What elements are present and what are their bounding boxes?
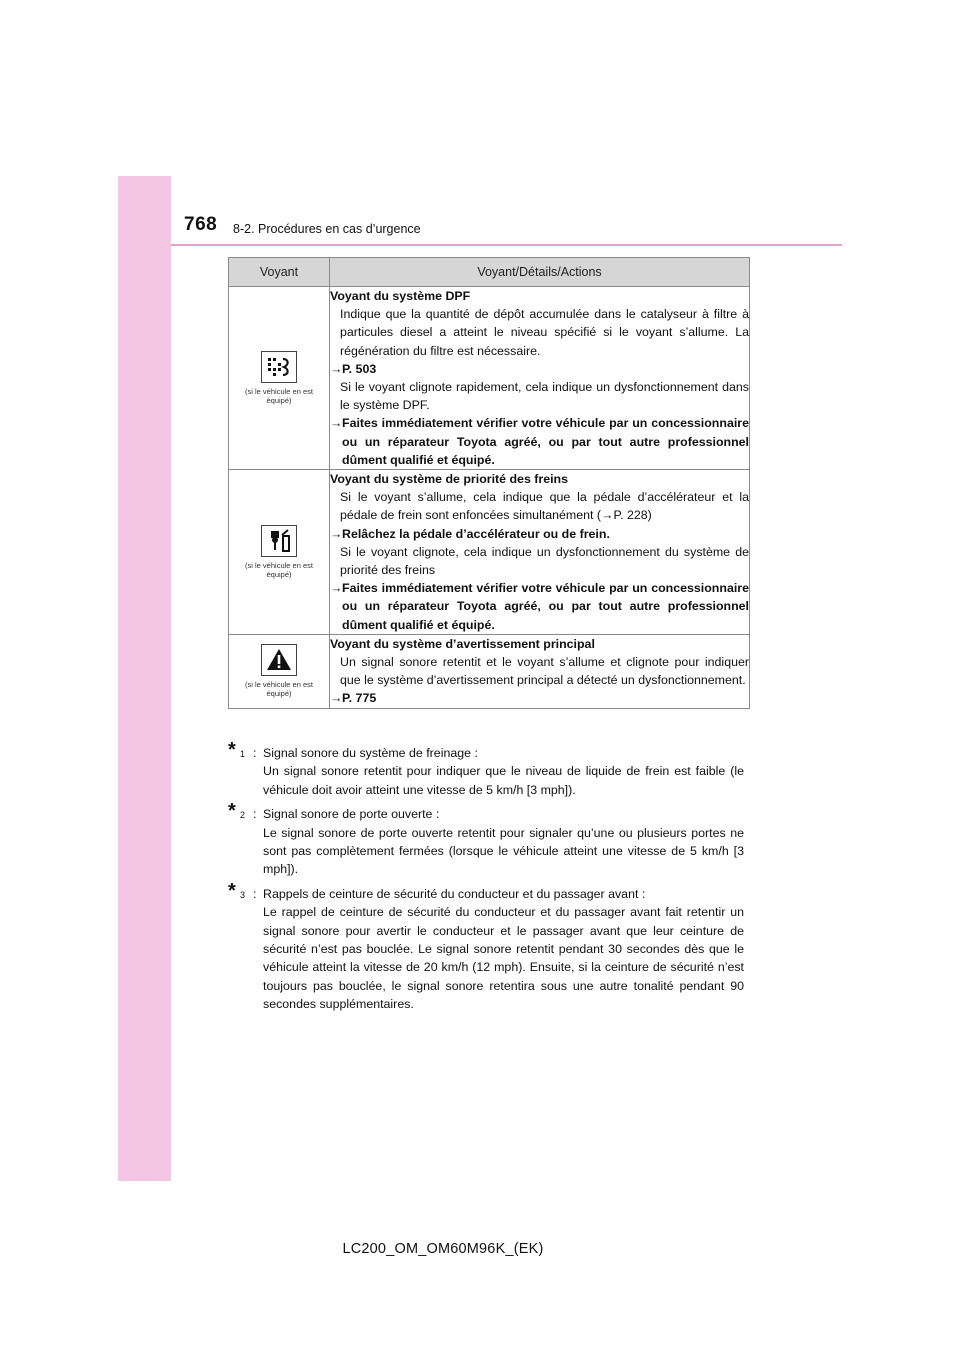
description-cell [330,634,750,708]
icon-cell [229,634,330,708]
brake-override-icon [261,525,297,557]
master-warning-icon [261,644,297,676]
footnote-marker [228,739,253,799]
document-code: LC200_OM_OM60M96K_(EK) [342,1241,544,1257]
section-title: 8-2. Procédures en cas d’urgence [233,222,421,236]
page-reference-link[interactable]: P. 503 [342,361,377,376]
description-cell [330,287,750,470]
header-divider [171,244,842,246]
arrow-icon: → [330,416,343,431]
footnote-number: 1 [240,749,246,759]
footnote-number: 2 [240,810,246,821]
document-code-footer [0,1241,960,1257]
column-header-description: Voyant/Détails/Actions [330,258,750,287]
footnote-marker [228,879,253,1014]
page-number: 768 [184,214,218,235]
footnote-star: * [228,739,236,761]
row-title: Voyant du système d’avertissement principal [330,636,595,651]
table-header-row [229,258,750,287]
footnote-marker [228,800,253,879]
footnote-text: Un signal sonore retentit pour indiquer que le niveau de liquide de frein est faible (le véhicule doit avoir atteint une vitesse de 5 km/h [3 mph]). [263,764,744,797]
action-line [330,689,749,707]
icon-cell [229,287,330,470]
row-paragraph: Un signal sonore retentit et le voyant s’allume et clignote pour indiquer que le système d’avertissement principal a détecté un dysfonctionnement. [340,655,749,688]
action-line [330,360,749,378]
footnote-star: * [228,879,236,902]
icon-note: (si le véhicule en est équipé) [245,387,313,406]
action-text: Faites immédiatement vérifier votre véhicule par un concessionnaire ou un réparateur Toyota agréé, ou par tout autre professionnel dûment qualifié et équipé. [342,581,749,632]
footnote-heading: Signal sonore du système de freinage : [263,746,478,760]
icon-note: (si le véhicule en est équipé) [245,680,313,699]
side-color-band [118,176,171,1181]
row-paragraph: Indique que la quantité de dépôt accumulée dans le catalyseur à filtre à particules diesel a atteint le niveau spécifié si le voyant s’allume. La régénération du filtre est nécessaire. [340,307,749,358]
footnote-heading: Signal sonore de porte ouverte : [263,807,440,822]
table-row [229,470,750,635]
dpf-warning-icon [261,351,297,383]
arrow-icon: → [330,526,343,541]
footnote-number: 3 [240,889,246,900]
row-paragraph: Si le voyant clignote, cela indique un dysfonctionnement du système de priorité des freins [340,544,749,578]
action-line [330,579,749,634]
footnotes [228,739,744,1020]
page-reference-link[interactable]: P. 775 [342,691,377,706]
action-text: Relâchez la pédale d’accélérateur ou de frein. [342,526,610,541]
row-title: Voyant du système de priorité des freins [330,472,569,487]
row-paragraph: Si le voyant clignote rapidement, cela indique un dysfonctionnement dans le système DPF. [340,380,749,413]
table-row [229,634,750,708]
action-line [330,525,749,543]
footnote: * 2 : Signal sonore de porte ouverte : Le signal sonore de porte ouverte retentit pour signaler qu’une ou plusieurs portes ne sont pas complètement fermées (lorsque le véhicule atteint une vitesse de 5 km/h [3 mph]). [228,805,744,879]
footnote-text: Le signal sonore de porte ouverte retentit pour signaler qu’une ou plusieurs portes ne sont pas complètement fermées (lorsque le véhicule atteint une vitesse de 5 km/h [3 mph]). [263,825,744,877]
footnote: * 3 : Rappels de ceinture de sécurité du conducteur et du passager avant : Le rappel de ceinture de sécurité du conducteur et du passager avant fait retentir un signal sonore pour avertir le conducteur et le passager avant que leur ceinture de sécurité n’est pas bouclée. Le signal sonore retentit pendant 30 secondes dès que le véhicule atteint la vitesse de 20 km/h (12 mph). Ensuite, si la ceinture de sécurité n’est toujours pas bouclée, le signal sonore retentira sous une autre tonalité pendant 90 secondes supplémentaires. [228,885,744,1014]
action-text: Faites immédiatement vérifier votre véhicule par un concessionnaire ou un réparateur Toyota agréé, ou par tout autre professionnel dûment qualifié et équipé. [342,416,749,467]
footnote-heading: Rappels de ceinture de sécurité du conducteur et du passager avant : [263,886,646,901]
row-title: Voyant du système DPF [330,289,471,303]
arrow-icon: → [330,361,343,376]
arrow-icon: → [330,691,343,706]
footnote-star: * [228,800,236,823]
footnote-text: Le rappel de ceinture de sécurité du conducteur et du passager avant fait retentir un signal sonore pour avertir le conducteur et le passager avant que leur ceinture de sécurité n’est pas bouclée. Le signal sonore retentit pendant 30 secondes dès que le véhicule atteint la vitesse de 20 km/h (12 mph). Ensuite, si la ceinture de sécurité n’est toujours pas bouclée, le signal sonore retentira sous une autre tonalité pendant 90 secondes supplémentaires. [263,905,744,1012]
arrow-icon: → [330,581,343,596]
warning-light-table [228,257,750,709]
icon-cell [229,470,330,635]
table-row [229,287,750,470]
column-header-icon: Voyant [229,258,330,287]
action-line [330,414,749,469]
footnote: * 1 : Signal sonore du système de freinage : Un signal sonore retentit pour indiquer que le niveau de liquide de frein est faible (le véhicule doit avoir atteint une vitesse de 5 km/h [3 mph]). [228,744,744,799]
description-cell [330,470,750,635]
row-paragraph: Si le voyant s’allume, cela indique que la pédale d’accélérateur et la pédale de frein sont enfoncées simultanément (→P. 228) [340,490,749,523]
icon-note: (si le véhicule en est équipé) [245,560,313,579]
